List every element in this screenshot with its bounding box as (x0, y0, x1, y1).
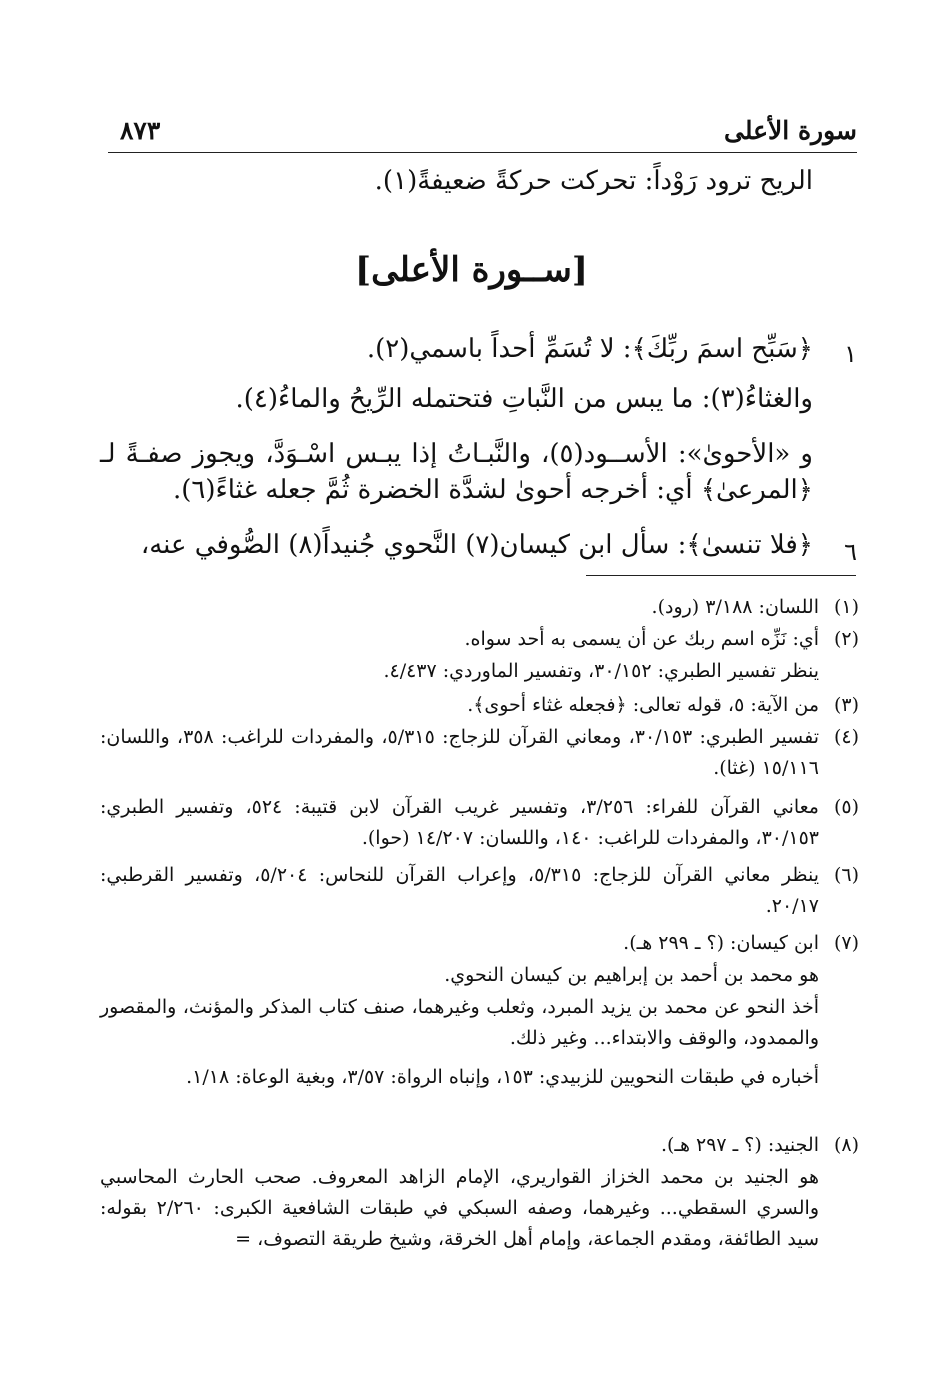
footnote-7 (100, 928, 859, 959)
footnote-4 (100, 722, 859, 784)
footnote-text: هو الجنيد بن محمد الخزاز القواريري، الإمام الزاهد المعروف. صحب الحارث المحاسبي والسري السقطي... وغيرهما، وصفه السبكي في طبقات الشافعية الكبرى: ٢/٢٦٠ بقوله: سيد الطائفة، ومقدم الجماعة، وإمام أهل الخرقة، وشيخ طريقة التصوف، = (100, 1166, 819, 1250)
footnote-text: معاني القرآن للفراء: ٣/٢٥٦، وتفسير غريب القرآن لابن قتيبة: ٥٢٤، وتفسير الطبري: ٣٠/١٥٣، والمفردات للراغب: ١٤٠، واللسان: ١٤/٢٠٧ (حوا). (100, 796, 819, 849)
ahwa-paragraph: و «الأحوىٰ»: الأســود(٥)، والنَّبـاتُ إذا يبـس اسْـوَدَّ، ويجوز صفـةً لـ ﴿المرعىٰ﴾ أي: أخرجه أحوىٰ لشدَّة الخضرة ثُمَّ جعله غثاءً(٦). (100, 439, 813, 505)
footnote-number: (١) (833, 596, 859, 618)
footnote-number: (٨) (833, 1134, 859, 1156)
intro-line: الريح ترود رَوْداً: تحركت حركةً ضعيفةً(١). (374, 166, 813, 196)
footnote-text: اللسان: ٣/١٨٨ (رود). (651, 596, 819, 618)
section-title: [ســورة الأعلى] (355, 250, 588, 290)
footnote-7-bio: هو محمد بن أحمد بن إبراهيم بن كيسان النحوي. (444, 964, 819, 986)
footnote-number: (٧) (833, 932, 859, 954)
footnote-1 (100, 592, 859, 623)
footnote-text: من الآية: ٥، قوله تعالى: ﴿فجعله غثاء أحوى﴾. (467, 694, 819, 716)
footnote-text: ينظر معاني القرآن للزجاج: ٥/٣١٥، وإعراب القرآن للنحاس: ٥/٢٠٤، وتفسير القرطبي: ٢٠/١٧. (100, 864, 819, 917)
verse-6-line: ﴿فلا تنسىٰ﴾: سأل ابن كيسان(٧) النَّحوي جُنيداً(٨) الصُّوفي عنه، (140, 530, 813, 560)
running-head: سورة الأعلى (724, 116, 857, 145)
footnote-number: (٣) (833, 694, 859, 716)
footnote-number: (٤) (833, 726, 859, 748)
footnote-number: (٥) (833, 796, 859, 818)
footnote-2 (100, 624, 859, 655)
footnote-text: أخذ النحو عن محمد بن يزيد المبرد، وثعلب وغيرهما، صنف كتاب المذكر والمؤنث، والمقصور والممدود، والوقف والابتداء... وغير ذلك. (100, 996, 819, 1049)
footnote-text: أخباره في طبقات النحويين للزبيدي: ١٥٣، وإنباه الرواة: ٣/٥٧، وبغية الوعاة: ١/١٨. (186, 1066, 819, 1088)
page-number: ٨٧٣ (120, 116, 161, 145)
footnote-3 (100, 690, 859, 721)
footnote-text: أي: نَزِّه اسم ربك عن أن يسمى به أحد سواه. (464, 628, 819, 650)
verse-number-6: ٦ (844, 538, 857, 566)
footnote-number: (٦) (833, 864, 859, 886)
footnote-6 (100, 860, 859, 922)
footnote-text: الجنيد: (؟ ـ ٢٩٧ هـ). (660, 1134, 819, 1156)
ghuthaa-line: والغثاءُ(٣): ما يبس من النَّباتِ فتحتمله الرِّيحُ والماءُ(٤). (235, 384, 813, 414)
footnote-2-ref: ينظر تفسير الطبري: ٣٠/١٥٢، وتفسير الماوردي: ٤/٤٣٧. (383, 660, 819, 682)
footnote-separator (586, 575, 856, 576)
page-header (108, 112, 857, 153)
verse-1-line: ﴿سَبِّح اسمَ ربِّكَ﴾: لا تُسَمِّ أحداً باسمي(٢). (366, 334, 813, 364)
footnote-text: تفسير الطبري: ٣٠/١٥٣، ومعاني القرآن للزجاج: ٥/٣١٥، والمفردات للراغب: ٣٥٨، واللسان: ١٥/١١٦ (غثا). (100, 726, 819, 779)
footnote-7-sources (100, 1062, 819, 1093)
footnote-8 (100, 1130, 859, 1161)
footnote-number: (٢) (833, 628, 859, 650)
verse-number-1: ١ (844, 340, 857, 368)
footnote-text: ابن كيسان: (؟ ـ ٢٩٩ هـ). (623, 932, 819, 954)
footnote-5 (100, 792, 859, 854)
footnote-7-works (100, 992, 819, 1054)
footnote-8-bio (100, 1162, 819, 1255)
